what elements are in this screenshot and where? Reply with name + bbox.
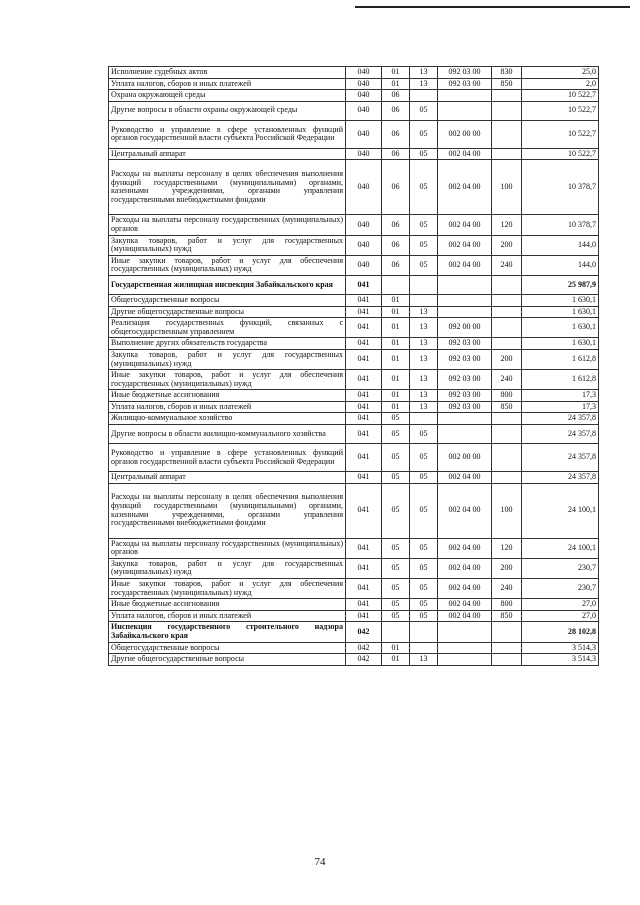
row-csr: 092 03 00 <box>438 349 492 369</box>
row-pr <box>410 413 438 425</box>
row-vr: 120 <box>492 215 522 235</box>
row-rz: 05 <box>382 599 410 611</box>
row-csr: 002 00 00 <box>438 444 492 472</box>
table-row <box>109 306 599 318</box>
row-vr <box>492 622 522 642</box>
row-ved: 041 <box>346 599 382 611</box>
row-rz: 05 <box>382 472 410 484</box>
row-csr <box>438 413 492 425</box>
row-ved: 040 <box>346 101 382 120</box>
row-csr: 002 04 00 <box>438 558 492 578</box>
row-rz <box>382 622 410 642</box>
row-pr: 05 <box>410 160 438 215</box>
row-csr <box>438 275 492 294</box>
row-csr: 002 04 00 <box>438 160 492 215</box>
table-row <box>109 579 599 599</box>
row-vr <box>492 90 522 102</box>
row-pr: 05 <box>410 579 438 599</box>
row-sum: 3 514,3 <box>522 654 599 666</box>
row-rz: 05 <box>382 413 410 425</box>
row-rz: 05 <box>382 558 410 578</box>
row-sum: 10 522,7 <box>522 148 599 160</box>
row-pr: 05 <box>410 472 438 484</box>
row-pr: 13 <box>410 67 438 79</box>
row-sum: 24 100,1 <box>522 483 599 538</box>
row-csr <box>438 654 492 666</box>
budget-table <box>108 66 599 666</box>
top-rule <box>355 6 630 8</box>
row-sum: 28 102,8 <box>522 622 599 642</box>
row-name: Жилищно-коммунальное хозяйство <box>109 413 346 425</box>
row-name: Закупка товаров, работ и услуг для государственных (муниципальных) нужд <box>109 558 346 578</box>
row-vr: 800 <box>492 390 522 402</box>
row-pr: 05 <box>410 255 438 275</box>
row-name: Иные бюджетные ассигнования <box>109 390 346 402</box>
row-csr <box>438 294 492 306</box>
row-ved: 041 <box>346 483 382 538</box>
row-csr <box>438 425 492 444</box>
row-name: Уплата налогов, сборов и иных платежей <box>109 610 346 622</box>
row-sum: 10 378,7 <box>522 160 599 215</box>
table-row <box>109 255 599 275</box>
table-row <box>109 349 599 369</box>
row-vr: 200 <box>492 349 522 369</box>
row-ved: 041 <box>346 349 382 369</box>
row-vr: 850 <box>492 610 522 622</box>
row-pr: 05 <box>410 483 438 538</box>
row-pr: 13 <box>410 390 438 402</box>
row-vr: 830 <box>492 67 522 79</box>
row-vr <box>492 425 522 444</box>
row-ved: 040 <box>346 90 382 102</box>
row-pr: 05 <box>410 101 438 120</box>
row-sum: 10 522,7 <box>522 120 599 148</box>
row-rz: 01 <box>382 306 410 318</box>
row-rz: 06 <box>382 90 410 102</box>
table-row <box>109 78 599 90</box>
row-ved: 041 <box>346 610 382 622</box>
table-row <box>109 390 599 402</box>
table-row <box>109 622 599 642</box>
row-name: Реализация государственных функций, связанных с общегосударственным управлением <box>109 318 346 338</box>
row-vr: 240 <box>492 370 522 390</box>
row-rz: 05 <box>382 444 410 472</box>
row-csr: 002 04 00 <box>438 215 492 235</box>
row-sum: 25,0 <box>522 67 599 79</box>
table-row <box>109 160 599 215</box>
row-name: Другие вопросы в области охраны окружающей среды <box>109 101 346 120</box>
row-pr: 13 <box>410 401 438 413</box>
row-rz: 06 <box>382 148 410 160</box>
row-name: Выполнение других обязательств государства <box>109 338 346 350</box>
table-row <box>109 401 599 413</box>
row-rz: 01 <box>382 642 410 654</box>
row-pr <box>410 622 438 642</box>
table-row <box>109 90 599 102</box>
row-sum: 24 357,8 <box>522 413 599 425</box>
row-rz: 05 <box>382 483 410 538</box>
row-name: Государственная жилищная инспекция Забайкальского края <box>109 275 346 294</box>
row-csr: 092 03 00 <box>438 78 492 90</box>
row-name: Охрана окружающей среды <box>109 90 346 102</box>
row-sum: 1 630,1 <box>522 338 599 350</box>
row-rz: 01 <box>382 654 410 666</box>
row-name: Общегосударственные вопросы <box>109 294 346 306</box>
row-ved: 040 <box>346 160 382 215</box>
table-row <box>109 101 599 120</box>
row-csr <box>438 90 492 102</box>
row-rz: 01 <box>382 401 410 413</box>
row-ved: 040 <box>346 148 382 160</box>
row-ved: 041 <box>346 538 382 558</box>
row-csr: 002 04 00 <box>438 148 492 160</box>
row-vr <box>492 294 522 306</box>
row-ved: 041 <box>346 390 382 402</box>
table-row <box>109 444 599 472</box>
row-rz: 06 <box>382 120 410 148</box>
row-vr: 200 <box>492 558 522 578</box>
row-rz: 06 <box>382 215 410 235</box>
row-csr: 092 03 00 <box>438 338 492 350</box>
table-row <box>109 318 599 338</box>
row-name: Руководство и управление в сфере установленных функций органов государственной власти субъекта Российской Федерации <box>109 120 346 148</box>
row-rz: 05 <box>382 425 410 444</box>
row-pr: 05 <box>410 444 438 472</box>
row-vr <box>492 642 522 654</box>
row-vr <box>492 338 522 350</box>
row-csr <box>438 101 492 120</box>
row-sum: 24 357,8 <box>522 444 599 472</box>
row-rz: 05 <box>382 579 410 599</box>
row-ved: 042 <box>346 654 382 666</box>
row-name: Другие общегосударственные вопросы <box>109 306 346 318</box>
row-csr: 002 04 00 <box>438 538 492 558</box>
row-rz <box>382 275 410 294</box>
row-ved: 040 <box>346 255 382 275</box>
table-row <box>109 599 599 611</box>
row-csr: 002 04 00 <box>438 599 492 611</box>
row-name: Иные закупки товаров, работ и услуг для обеспечения государственных (муниципальных) нужд <box>109 370 346 390</box>
row-sum: 10 378,7 <box>522 215 599 235</box>
row-sum: 230,7 <box>522 558 599 578</box>
row-pr: 05 <box>410 215 438 235</box>
row-sum: 1 630,1 <box>522 294 599 306</box>
table-row <box>109 654 599 666</box>
row-name: Уплата налогов, сборов и иных платежей <box>109 78 346 90</box>
row-name: Закупка товаров, работ и услуг для государственных (муниципальных) нужд <box>109 349 346 369</box>
row-rz: 06 <box>382 160 410 215</box>
row-vr <box>492 318 522 338</box>
row-ved: 041 <box>346 425 382 444</box>
row-pr: 13 <box>410 654 438 666</box>
row-csr: 002 04 00 <box>438 235 492 255</box>
row-pr: 05 <box>410 425 438 444</box>
row-pr: 13 <box>410 370 438 390</box>
row-vr: 850 <box>492 401 522 413</box>
row-pr: 13 <box>410 318 438 338</box>
row-rz: 06 <box>382 235 410 255</box>
row-name: Центральный аппарат <box>109 472 346 484</box>
row-name: Расходы на выплаты персоналу государственных (муниципальных) органов <box>109 538 346 558</box>
row-ved: 041 <box>346 472 382 484</box>
row-csr: 092 00 00 <box>438 318 492 338</box>
row-vr <box>492 120 522 148</box>
row-vr <box>492 275 522 294</box>
row-ved: 041 <box>346 294 382 306</box>
row-rz: 01 <box>382 370 410 390</box>
row-rz: 05 <box>382 610 410 622</box>
table-row <box>109 425 599 444</box>
row-ved: 042 <box>346 622 382 642</box>
row-csr <box>438 306 492 318</box>
row-csr: 092 03 00 <box>438 370 492 390</box>
row-ved: 041 <box>346 558 382 578</box>
row-name: Расходы на выплаты персоналу государственных (муниципальных) органов <box>109 215 346 235</box>
row-pr: 13 <box>410 78 438 90</box>
row-ved: 040 <box>346 78 382 90</box>
table-row <box>109 67 599 79</box>
row-pr: 05 <box>410 538 438 558</box>
row-ved: 041 <box>346 370 382 390</box>
row-name: Расходы на выплаты персоналу в целях обеспечения выполнения функций государственными (муниципальными) органами, казенными учреждениями, органами управления государственными внебюджетными фондами <box>109 160 346 215</box>
row-sum: 2,0 <box>522 78 599 90</box>
row-name: Исполнение судебных актов <box>109 67 346 79</box>
table-row <box>109 538 599 558</box>
row-ved: 041 <box>346 306 382 318</box>
row-sum: 24 357,8 <box>522 425 599 444</box>
row-sum: 144,0 <box>522 235 599 255</box>
row-pr <box>410 90 438 102</box>
row-vr: 850 <box>492 78 522 90</box>
row-sum: 17,3 <box>522 401 599 413</box>
row-rz: 05 <box>382 538 410 558</box>
row-sum: 1 630,1 <box>522 318 599 338</box>
row-rz: 01 <box>382 294 410 306</box>
row-name: Другие общегосударственные вопросы <box>109 654 346 666</box>
table-row <box>109 642 599 654</box>
row-rz: 01 <box>382 338 410 350</box>
row-vr <box>492 472 522 484</box>
row-vr: 200 <box>492 235 522 255</box>
row-name: Другие вопросы в области жилищно-коммунального хозяйства <box>109 425 346 444</box>
row-ved: 041 <box>346 338 382 350</box>
table-row <box>109 235 599 255</box>
row-vr: 100 <box>492 160 522 215</box>
table-row <box>109 558 599 578</box>
row-name: Иные закупки товаров, работ и услуг для обеспечения государственных (муниципальных) нужд <box>109 579 346 599</box>
row-rz: 01 <box>382 67 410 79</box>
row-vr <box>492 413 522 425</box>
row-rz: 01 <box>382 390 410 402</box>
row-sum: 3 514,3 <box>522 642 599 654</box>
table-row <box>109 370 599 390</box>
row-csr: 092 03 00 <box>438 390 492 402</box>
row-sum: 27,0 <box>522 610 599 622</box>
row-ved: 041 <box>346 401 382 413</box>
row-sum: 1 612,8 <box>522 349 599 369</box>
table-row <box>109 483 599 538</box>
table-row <box>109 215 599 235</box>
row-csr: 002 04 00 <box>438 472 492 484</box>
row-pr: 13 <box>410 338 438 350</box>
row-sum: 1 612,8 <box>522 370 599 390</box>
row-sum: 24 100,1 <box>522 538 599 558</box>
row-name: Расходы на выплаты персоналу в целях обеспечения выполнения функций государственными (муниципальными) органами, казенными учреждениями, органами управления государственными внебюджетными фондами <box>109 483 346 538</box>
row-sum: 230,7 <box>522 579 599 599</box>
row-pr: 05 <box>410 599 438 611</box>
row-pr: 13 <box>410 306 438 318</box>
row-ved: 040 <box>346 235 382 255</box>
table-row <box>109 120 599 148</box>
row-vr <box>492 306 522 318</box>
row-name: Иные бюджетные ассигнования <box>109 599 346 611</box>
row-vr: 240 <box>492 579 522 599</box>
row-pr: 05 <box>410 610 438 622</box>
row-ved: 041 <box>346 579 382 599</box>
row-sum: 144,0 <box>522 255 599 275</box>
row-rz: 06 <box>382 255 410 275</box>
budget-table-container <box>108 66 598 666</box>
table-row <box>109 294 599 306</box>
row-rz: 01 <box>382 78 410 90</box>
row-csr <box>438 622 492 642</box>
row-ved: 040 <box>346 120 382 148</box>
row-ved: 041 <box>346 444 382 472</box>
row-csr: 002 00 00 <box>438 120 492 148</box>
row-pr <box>410 294 438 306</box>
row-name: Закупка товаров, работ и услуг для государственных (муниципальных) нужд <box>109 235 346 255</box>
row-vr <box>492 654 522 666</box>
row-csr <box>438 642 492 654</box>
row-sum: 17,3 <box>522 390 599 402</box>
row-pr: 13 <box>410 349 438 369</box>
row-vr: 120 <box>492 538 522 558</box>
row-csr: 002 04 00 <box>438 610 492 622</box>
row-pr: 05 <box>410 558 438 578</box>
budget-table-body <box>109 67 599 666</box>
row-csr: 002 04 00 <box>438 483 492 538</box>
row-csr: 092 03 00 <box>438 67 492 79</box>
row-sum: 10 522,7 <box>522 90 599 102</box>
table-row <box>109 338 599 350</box>
row-pr <box>410 275 438 294</box>
row-name: Иные закупки товаров, работ и услуг для обеспечения государственных (муниципальных) нужд <box>109 255 346 275</box>
row-ved: 041 <box>346 275 382 294</box>
row-vr: 100 <box>492 483 522 538</box>
table-row <box>109 413 599 425</box>
row-ved: 042 <box>346 642 382 654</box>
row-sum: 1 630,1 <box>522 306 599 318</box>
row-rz: 01 <box>382 349 410 369</box>
row-vr <box>492 148 522 160</box>
row-name: Руководство и управление в сфере установленных функций органов государственной власти субъекта Российской Федерации <box>109 444 346 472</box>
row-vr <box>492 444 522 472</box>
row-sum: 24 357,8 <box>522 472 599 484</box>
row-csr: 092 03 00 <box>438 401 492 413</box>
page-number: 74 <box>314 856 326 868</box>
row-csr: 002 04 00 <box>438 579 492 599</box>
row-ved: 041 <box>346 413 382 425</box>
row-vr <box>492 101 522 120</box>
row-pr: 05 <box>410 235 438 255</box>
table-row <box>109 610 599 622</box>
row-vr: 240 <box>492 255 522 275</box>
row-rz: 06 <box>382 101 410 120</box>
row-sum: 10 522,7 <box>522 101 599 120</box>
table-row <box>109 275 599 294</box>
row-vr: 800 <box>492 599 522 611</box>
row-name: Центральный аппарат <box>109 148 346 160</box>
row-sum: 27,0 <box>522 599 599 611</box>
row-ved: 040 <box>346 215 382 235</box>
table-row <box>109 148 599 160</box>
row-ved: 040 <box>346 67 382 79</box>
row-sum: 25 987,9 <box>522 275 599 294</box>
row-name: Уплата налогов, сборов и иных платежей <box>109 401 346 413</box>
row-pr: 05 <box>410 120 438 148</box>
row-csr: 002 04 00 <box>438 255 492 275</box>
table-row <box>109 472 599 484</box>
row-name: Общегосударственные вопросы <box>109 642 346 654</box>
row-pr <box>410 642 438 654</box>
row-rz: 01 <box>382 318 410 338</box>
row-ved: 041 <box>346 318 382 338</box>
row-pr: 05 <box>410 148 438 160</box>
row-name: Инспекция государственного строительного надзора Забайкальского края <box>109 622 346 642</box>
